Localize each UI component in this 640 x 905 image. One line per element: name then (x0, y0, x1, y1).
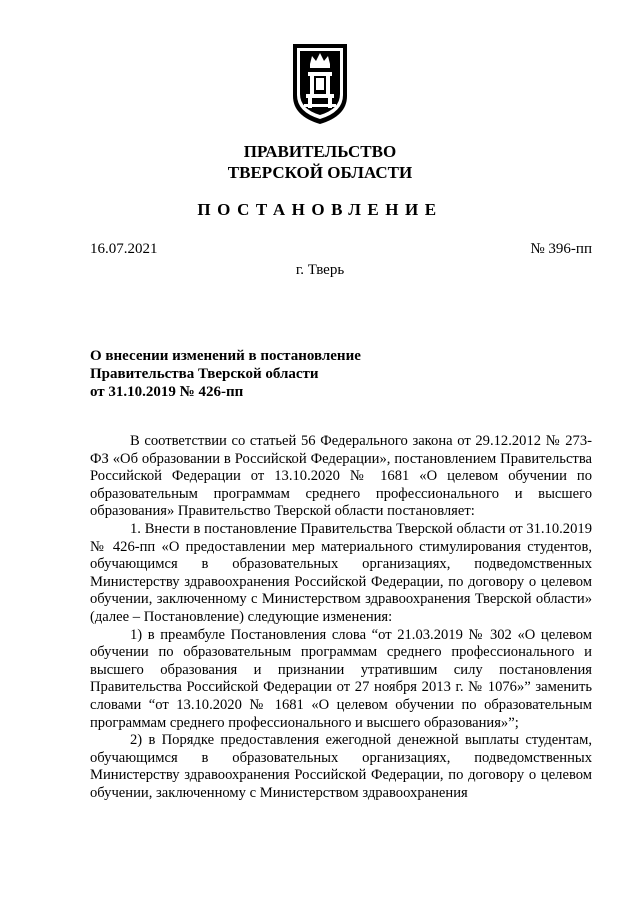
document-body (90, 433, 592, 802)
body-paragraph-subitem-2: 2) в Порядке предоставления ежегодной денежной выплаты студентам, обучающимся в образовательных организациях, подведомственных Министерству здравоохранения Российской Федерации, по договору о целевом обучении, заключенному с Министерством здравоохранения (90, 732, 592, 801)
government-name-line2: ТВЕРСКОЙ ОБЛАСТИ (227, 163, 413, 182)
document-date: 16.07.2021 (90, 241, 158, 257)
body-paragraph-subitem-1: 1) в преамбуле Постановления слова “от 21.03.2019 № 302 «О целевом обучении по образовательным программам среднего профессионального и высшего образования и признании утратившим силу постановления Правительства Российской Федерации от 27 ноября 2013 г. № 1076»” заменить словами “от 13.10.2020 № 1681 «О целевом обучении по образовательным программам среднего профессионального и высшего образования»”; (90, 626, 592, 731)
subject-line1: О внесении изменений в постановление (90, 348, 361, 364)
tver-coat-of-arms-icon (289, 40, 351, 126)
document-subject (90, 347, 410, 401)
body-paragraph-preamble: В соответствии со статьей 56 Федерального закона от 29.12.2012 № 273-ФЗ «Об образовании в Российской Федерации», постановлением Правительства Российской Федерации от 13.10.2020 № 1681 «О целевом обучении по образовательным программам среднего профессионального и высшего образования» Правительство Тверской области постановляет: (90, 433, 592, 520)
document-number: № 396-пп (530, 241, 592, 257)
document-city: г. Тверь (295, 262, 345, 278)
document-type-title: ПОСТАНОВЛЕНИЕ (197, 200, 443, 219)
subject-line3: от 31.10.2019 № 426-пп (90, 384, 244, 400)
subject-line2: Правительства Тверской области (90, 366, 319, 382)
body-paragraph-item-1: 1. Внести в постановление Правительства Тверской области от 31.10.2019 № 426-пп «О предоставлении мер материального стимулирования студентов, обучающимся в образовательных организациях, подведомственных Министерству здравоохранения Российской Федерации, по договору о целевом обучении, заключенному с Министерством здравоохранения Тверской области» (далее – Постановление) следующие изменения: (90, 520, 592, 625)
government-name-line1: ПРАВИТЕЛЬСТВО (243, 142, 397, 161)
